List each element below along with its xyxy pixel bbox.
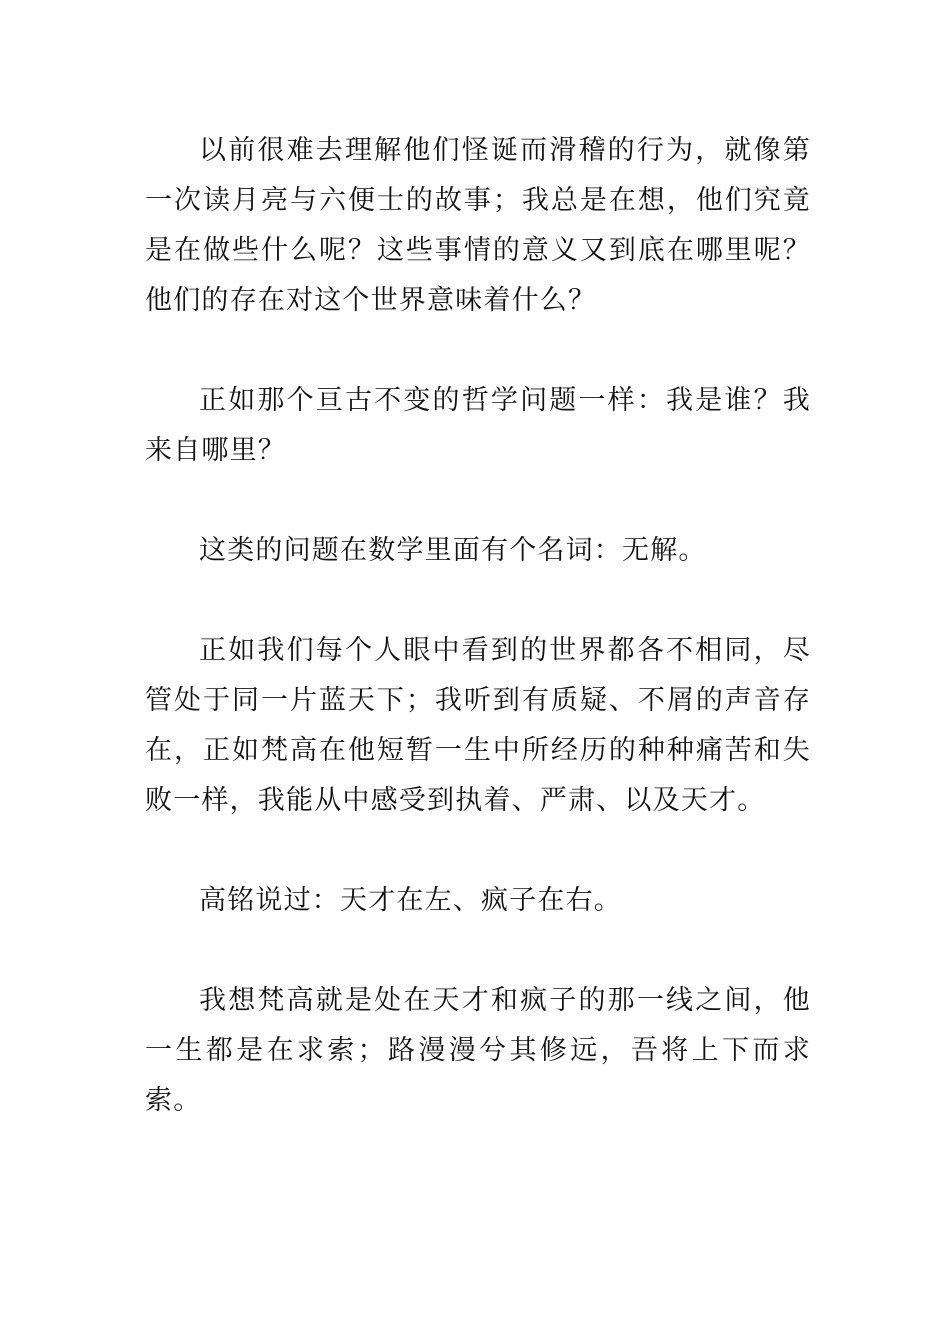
- paragraph-5: 高铭说过：天才在左、疯子在右。: [199, 885, 622, 916]
- paragraph-1: 以前很难去理解他们怪诞而滑稽的行为，就像第一次读月亮与六便士的故事；我总是在想，他们究竟是在做些什么呢？这些事情的意义又到底在哪里呢？他们的存在对这个世界意味着什么？: [145, 135, 811, 316]
- paragraph-4: 正如我们每个人眼中看到的世界都各不相同，尽管处于同一片蓝天下；我听到有质疑、不屑的声音存在，正如梵高在他短暂一生中所经历的种种痛苦和失败一样，我能从中感受到执着、严肃、以及天才。: [145, 635, 811, 816]
- paragraph-2: 正如那个亘古不变的哲学问题一样：我是谁？我来自哪里？: [145, 385, 811, 466]
- paragraph-6: 我想梵高就是处在天才和疯子的那一线之间，他一生都是在求索；路漫漫兮其修远，吾将上下而求索。: [145, 985, 811, 1116]
- paragraph-3: 这类的问题在数学里面有个名词：无解。: [199, 535, 707, 566]
